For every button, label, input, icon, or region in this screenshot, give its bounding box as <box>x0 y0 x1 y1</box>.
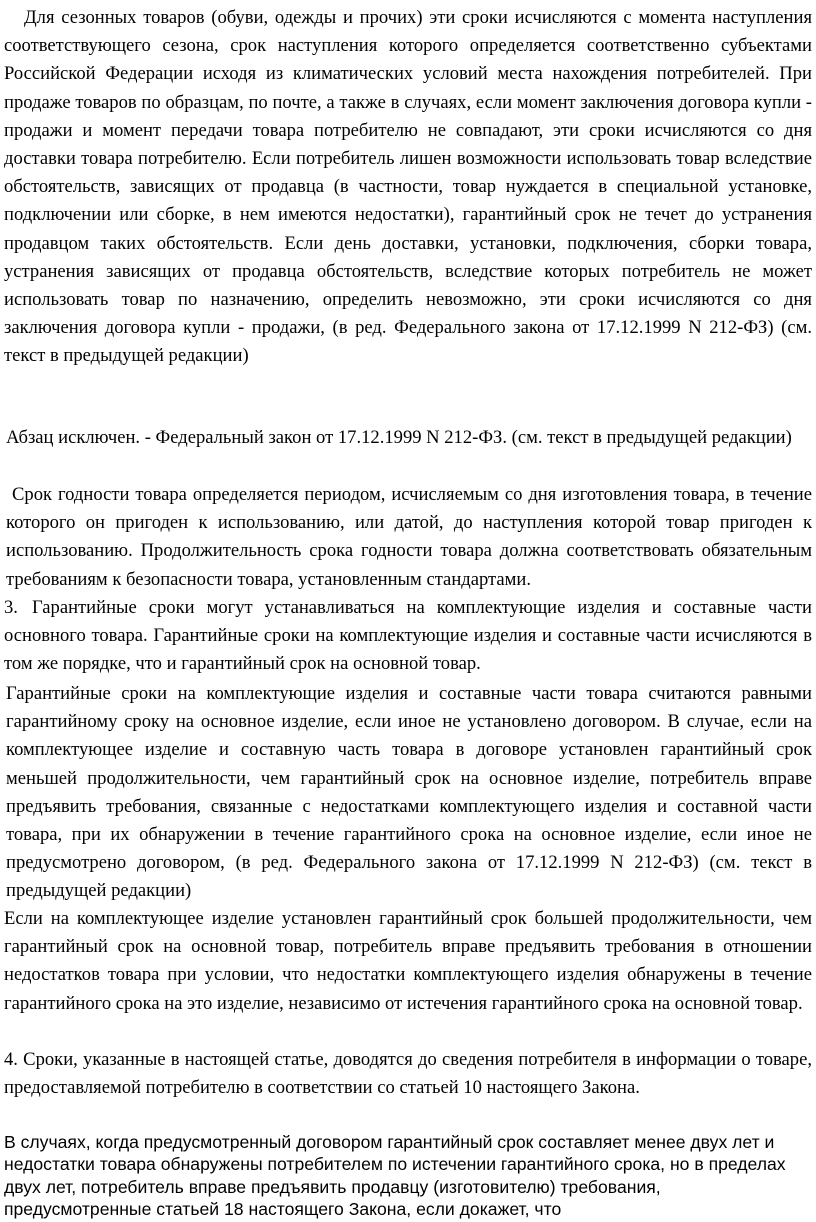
paragraph-component-warranty: Гарантийные сроки на комплектующие изделия и составные части товара считаются равными гарантийному сроку на основное изделие, если иное не установлено договором. В случае, если на комплектующее изделие и составную часть товара в договоре установлен гарантийный срок меньшей продолжительности, чем гарантийный срок на основное изделие, потребитель вправе предъявить требования, связанные с недостатками комплектующего изделия и составной части товара, при их обнаружении в течение гарантийного срока на основное изделие, если иное не предусмотрено договором, (в ред. Федерального закона от 17.12.1999 N 212-ФЗ) (см. текст в предыдущей редакции) <box>6 683 812 902</box>
paragraph-two-years: В случаях, когда предусмотренный договором гарантийный срок составляет менее двух лет и недостатки товара обнаружены потребителем по истечении гарантийного срока, но в пределах двух лет, потребитель вправе предъявить продавцу (изготовителю) требования, предусмотренные статьей 18 настоящего Закона, если докажет, что <box>4 1132 786 1220</box>
item-3-text: Гарантийные сроки могут устанавливаться на комплектующие изделия и составные части основного товара. Гарантийные сроки на комплектующие изделия и составные части исчисляются в том же порядке, что и гарантийный срок на основной товар. <box>4 597 812 675</box>
paragraph-item-3 <box>4 594 812 679</box>
paragraph-item-4: 4. Сроки, указанные в настоящей статье, доводятся до сведения потребителя в информации о товаре, предоставляемой потребителю в соответствии со статьей 10 настоящего Закона. <box>4 1049 812 1099</box>
paragraph-longer-warranty: Если на комплектующее изделие установлен гарантийный срок большей продолжительности, чем гарантийный срок на основной товар, потребитель вправе предъявить требования в отношении недостатков товара при условии, что недостатки комплектующего изделия обнаружены в течение гарантийного срока на это изделие, независимо от истечения гарантийного срока на основной товар. <box>4 908 812 1014</box>
paragraph-shelf-life: Срок годности товара определяется периодом, исчисляемым со дня изготовления товара, в течение которого он пригоден к использованию, или датой, до наступления которой товар пригоден к использованию. Продолжительность срока годности товара должна соответствовать обязательным требованиям к безопасности товара, установленным стандартами. <box>6 484 812 590</box>
item-number: 3. <box>4 597 18 618</box>
paragraph-excluded-note: Абзац исключен. - Федеральный закон от 17.12.1999 N 212-ФЗ. (см. текст в предыдущей редакции) <box>6 427 792 448</box>
paragraph-seasonal-goods: Для сезонных товаров (обуви, одежды и прочих) эти сроки исчисляются с момента наступления соответствующего сезона, срок наступления которого определяется соответственно субъектами Российской Федерации исходя из климатических условий места нахождения потребителей. При продаже товаров по образцам, по почте, а также в случаях, если момент заключения договора купли - продажи и момент передачи товара потребителю не совпадают, эти сроки исчисляются со дня доставки товара потребителю. Если потребитель лишен возможности использовать товар вследствие обстоятельств, зависящих от продавца (в частности, товар нуждается в специальной установке, подключении или сборке, в нем имеются недостатки), гарантийный срок не течет до устранения продавцом таких обстоятельств. Если день доставки, установки, подключения, сборки товара, устранения зависящих от продавца обстоятельств, вследствие которых потребитель не может использовать товар по назначению, определить невозможно, эти сроки исчисляются со дня заключения договора купли - продажи, (в ред. Федерального закона от 17.12.1999 N 212-ФЗ) (см. текст в предыдущей редакции) <box>4 7 812 367</box>
